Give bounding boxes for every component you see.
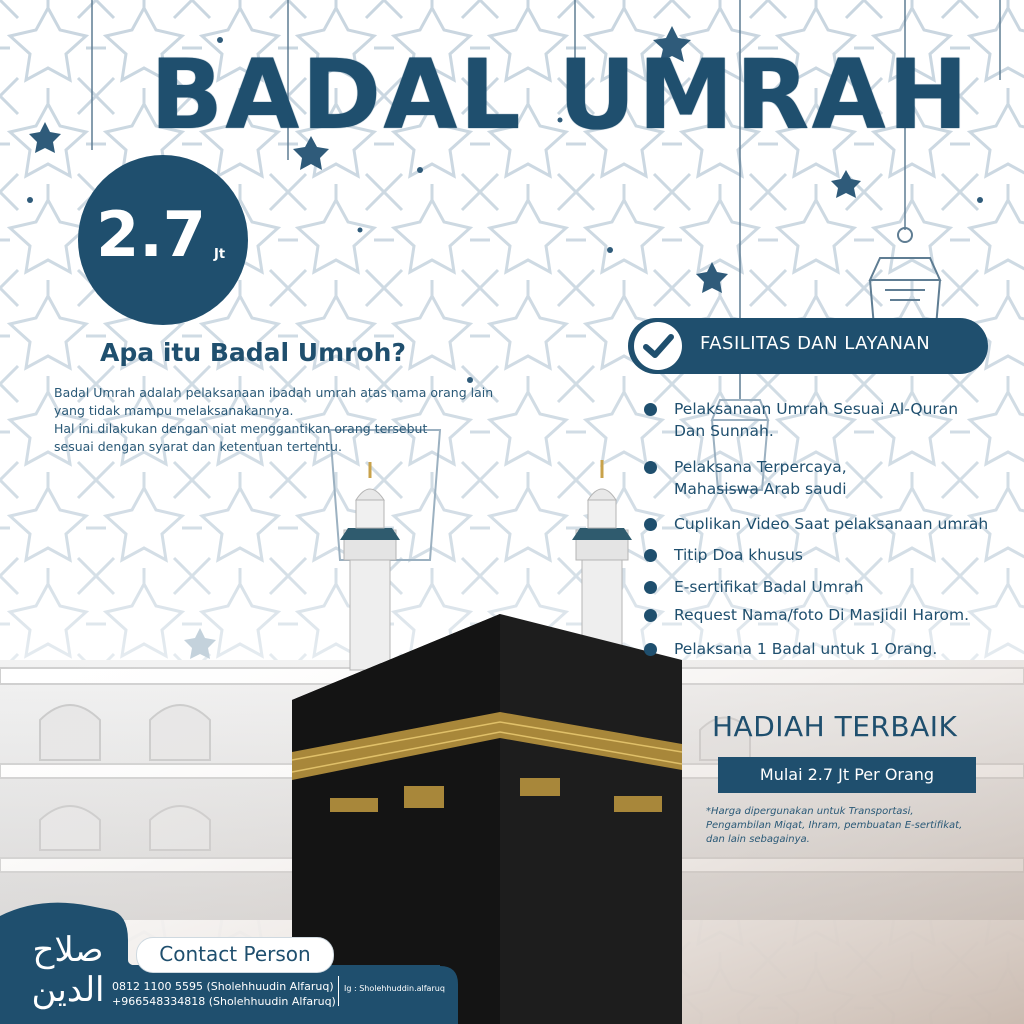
price-value: 2.7	[96, 198, 206, 271]
what-is-heading: Apa itu Badal Umroh?	[100, 338, 406, 367]
description-line: Hal ini dilakukan dengan niat menggantikan orang tersebut	[54, 421, 428, 436]
note-line: *Harga dipergunakan untuk Transportasi,	[706, 806, 914, 817]
facilities-label: FASILITAS DAN LAYANAN	[700, 333, 931, 354]
brand-logo	[18, 930, 118, 1010]
check-icon	[634, 322, 682, 370]
list-item-text: Request Nama/foto Di Masjidil Harom.	[674, 606, 970, 624]
bullet-icon	[644, 403, 657, 416]
list-item-text: Pelaksana 1 Badal untuk 1 Orang.	[674, 640, 938, 658]
description-line: Badal Umrah adalah pelaksanaan ibadah umrah atas nama orang lain	[54, 385, 494, 400]
list-item-text: Titip Doa khusus	[674, 546, 803, 564]
list-item-text: E-sertifikat Badal Umrah	[674, 578, 864, 596]
list-item-text: Mahasiswa Arab saudi	[674, 480, 847, 498]
price-badge	[78, 155, 248, 325]
note-line: Pengambilan Miqat, Ihram, pembuatan E-sertifikat,	[706, 820, 963, 831]
note-line: dan lain sebagainya.	[706, 834, 810, 845]
contact-person-pill	[136, 937, 334, 973]
main-title: BADAL UMRAH	[150, 39, 971, 151]
price-banner-text: Mulai 2.7 Jt Per Orang	[759, 765, 935, 784]
price-banner	[718, 757, 976, 793]
description-line: sesuai dengan syarat dan ketentuan tertentu.	[54, 439, 342, 454]
what-is-description	[54, 384, 554, 456]
bullet-icon	[644, 643, 657, 656]
phone-number[interactable]: +966548334818 (Sholehhuudin Alfaruq)	[112, 995, 336, 1008]
instagram-handle[interactable]: Ig : Sholehhuddin.alfaruq	[344, 984, 445, 993]
phone-number[interactable]: 0812 1100 5595 (Sholehhuudin Alfaruq)	[112, 980, 334, 993]
description-line: yang tidak mampu melaksanakannya.	[54, 403, 294, 418]
bullet-icon	[644, 461, 657, 474]
bullet-icon	[644, 518, 657, 531]
price-note	[706, 805, 1016, 847]
divider	[338, 976, 339, 1006]
list-item-text: Pelaksanaan Umrah Sesuai Al-Quran	[674, 400, 959, 418]
list-item-text: Pelaksana Terpercaya,	[674, 458, 847, 476]
price-unit: Jt	[214, 247, 226, 262]
list-item-text: Dan Sunnah.	[674, 422, 774, 440]
bullet-icon	[644, 549, 657, 562]
logo-line: الدين	[31, 970, 105, 1010]
logo-line: صلاح	[32, 930, 104, 970]
facilities-badge	[628, 318, 988, 374]
bullet-icon	[644, 581, 657, 594]
gift-heading: HADIAH TERBAIK	[712, 710, 958, 743]
contact-title: Contact Person	[159, 942, 311, 966]
list-item-text: Cuplikan Video Saat pelaksanaan umrah	[674, 515, 989, 533]
bullet-icon	[644, 609, 657, 622]
